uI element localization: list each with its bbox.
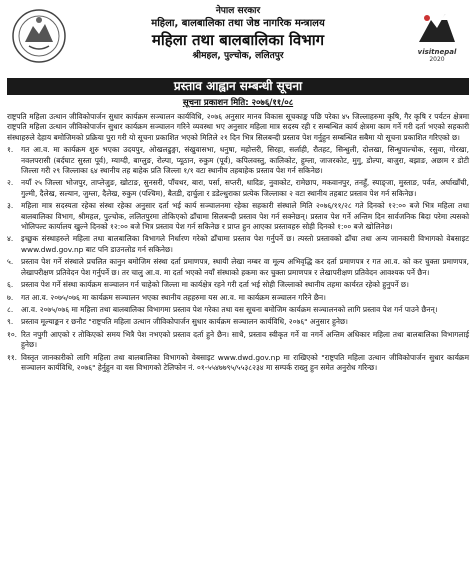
publication-date: सूचना प्रकाशन मिति: २०७६/११/०८	[182, 98, 294, 108]
mountain-icon	[417, 10, 457, 44]
notice-point	[7, 293, 469, 303]
point-text: प्रस्ताव पेश गर्ने संस्था कार्यक्रम सञ्चालन गर्न चाहेको जिल्ला मा कार्यक्षेत्र रहने गरी दर्ता भई सोही जिल्लाको स्थानीय तहमा कार्यरत रहेको हुनुपर्ने छ।	[21, 280, 409, 290]
notice-point	[7, 317, 469, 327]
point-text: प्रस्ताव पेश गर्ने संस्थाले प्रचलित कानुन बमोजिम संस्था दर्ता प्रमाणपत्र, स्थायी लेखा नम्बर वा मूल्य अभिवृद्धि कर दर्ता प्रमाणपत्र र गत आ.व. को कर चुक्ता प्रमाणपत्र, लेखापरीक्षण प्रतिवेदन पेश गर्नुपर्ने छ। तर चालु आ.व. मा दर्ता भएको नयाँ संस्थाको हकमा कर चुक्ता प्रमाणपत्र र लेखापरीक्षण प्रतिवेदन आवश्यक पर्ने छैन।	[21, 257, 469, 277]
point-text: महिला मात्र सदस्यता रहेका संस्था रहेका अनुसार दर्ता भई कार्य सञ्चालनमा रहेका सहकारी संस्थाले मिति २०७६/११/२८ गते दिनको १२:०० बजे भित्र महिला तथा बालबालिका विभाग, श्रीमहल, पुल्चोक, ललितपुरमा तोकिएको ढाँचामा सिलबन्दी प्रस्ताव पेश गर्न सक्नेछन्। प्रस्ताव पेश गर्ने अन्तिम दिन सार्वजनिक बिदा परेमा त्यसको भोलिपल्ट कार्यालय खुल्ने दिनको १२:०० बजे भित्र प्रस्ताव पेश गर्न सकिनेछ र प्राप्त हुन आएका प्रस्तावहरु सोही दिनको १:०० बजे खोलिनेछ।	[21, 201, 469, 232]
department-address: श्रीमहल, पुल्चोक, ललितपुर	[192, 51, 284, 61]
point-text: प्रस्ताव मूल्याङ्कन र छनौट "राष्ट्रपति महिला उत्थान जीविकोपार्जन सुधार कार्यक्रम सञ्चालन कार्यविधि, २०७६" अनुसार हुनेछ।	[21, 317, 348, 327]
notice-point	[7, 234, 469, 255]
point-number: ११.	[7, 352, 18, 362]
point-text: गत आ.व. २०७५/०७६ मा कार्यक्रम सञ्चालन भएका स्थानीय तहहरुमा यस आ.व. मा कार्यक्रम सञ्चालन गरिने छैन।	[21, 292, 326, 302]
notice-point	[7, 257, 469, 278]
nepal-emblem-icon	[11, 8, 67, 64]
point-number: ९.	[7, 317, 14, 327]
point-number: १०.	[7, 329, 18, 339]
point-number: ४.	[7, 234, 14, 244]
point-text: रित नपुगी आएको र तोकिएको समय भित्रै पेश नभएको प्रस्ताव दर्ता हुने छैन। साथै, प्रस्ताव स्वीकृत गर्ने वा नगर्ने अन्तिम अधिकार महिला तथा बालबालिका विभागलाई हुनेछ।	[21, 329, 469, 350]
point-text: विस्तृत जानकारीको लागि महिला तथा बालबालिका विभागको वेबसाइट www.dwd.gov.np मा राखिएको "राष्ट्रपति महिला उत्थान जीविकोपार्जन सुधार कार्यक्रम सञ्चालन कार्यविधि, २०७६" हेर्नुहुन वा यस विभागको टेलिफोन नं. ०१-५५४७७९५/५५३८२३४ मा सम्पर्क राख्नु हुन समेत अनुरोध गरिन्छ।	[21, 352, 469, 372]
point-number: ८.	[7, 304, 14, 314]
point-text: गत आ.व. मा कार्यक्रम शुरु भएका उदयपुर, ओखलढुङ्गा, संखुवासभा, धनुषा, महोत्तरी, सिरहा, सर्लाही, रौतहट, सिन्धुली, दोलखा, सिन्धुपाल्चोक, रसुवा, गोरखा, नवलपरासी (बर्दघाट सुस्ता पूर्व), म्याग्दी, बाग्लुङ, रोल्पा, प्यूठान, रुकुम (पूर्व), कपिलवस्तु, कालिकोट, हुम्ला, जाजरकोट, मुगु, डोल्पा, बाजुरा, बझाङ, अछाम र डोटी जिल्ला गरी २९ जिल्लाका ६४ स्थानीय तह बाहेक प्रति जिल्ला १/१ वटा स्थानीय तहबाहेक प्रस्ताव पेश गर्न सकिनेछ।	[21, 145, 469, 176]
header	[5, 6, 471, 78]
notice-point	[7, 178, 469, 199]
notice-point	[7, 201, 469, 232]
point-number: ६.	[7, 280, 14, 290]
visit-nepal-text: visitnepal	[417, 48, 457, 56]
point-text: नयाँ २५ जिल्ला भोजपुर, ताप्लेजुङ, खोटाङ, सुनसरी, पाँचथर, बारा, पर्सा, सप्तरी, धादिङ, नुवाकोट, रामेछाप, मकवानपुर, तनहुँ, स्याङ्जा, मुस्ताङ, पर्वत, अर्घाखाँची, गुल्मी, दैलेख, सल्यान, जुम्ला, दैलेख, रुकुम (पश्चिम), बैतडी, दार्चुला र डडेल्धुराका प्रत्येक जिल्लाका २ वटा स्थानीय तहबाट प्रस्ताव पेश गर्न सकिनेछ।	[21, 178, 469, 198]
notice-point	[7, 353, 469, 374]
notice-point	[7, 330, 469, 351]
notice-point	[7, 280, 469, 290]
point-number: ३.	[7, 201, 14, 211]
department-name: महिला तथा बालबालिका विभाग	[151, 31, 325, 49]
point-text: आ.व. २०७५/०७६ मा महिला तथा बालबालिका विभागमा प्रस्ताव पेश गरेका तथा यस सूचना बमोजिम कार्यक्रम सञ्चालनको लागि प्रस्ताव पेश गर्न पाउने छैनन्।	[21, 304, 438, 314]
intro-paragraph: राष्ट्रपति महिला उत्थान जीविकोपार्जन सुधार कार्यक्रम सञ्चालन कार्यविधि, २०७६ अनुसार मानव विकास सूचकाङ्क पछि परेका ४५ जिल्लाहरुमा कृषि, गैर कृषि र पर्यटन क्षेत्रमा राष्ट्रपति महिला उत्थान जीविकोपार्जन सुधार कार्यक्रम सञ्चालन गरिने व्यवस्था भए अनुसार महिला मात्र सदस्य रही र सम्बन्धित कार्य क्षेत्रमा काम गर्ने गरी दर्ता भएको सहकारी संस्थाहरुले देहाय बमोजिमको प्रक्रिया पुरा गरी यो सूचना प्रकाशित भएको मितिले २१ दिन भित्र सिलबन्दी प्रस्ताव पेश गर्नुहुन सम्बन्धित सबैमा यो सूचना प्रकाशित गरिएको छ।	[7, 112, 469, 142]
visit-nepal-year: 2020	[429, 56, 445, 63]
point-number: ५.	[7, 257, 14, 267]
government-name: नेपाल सरकार	[215, 6, 261, 16]
notice-point	[7, 145, 469, 176]
point-number: १.	[7, 145, 14, 155]
visit-nepal-logo	[407, 10, 467, 66]
notice-point	[7, 305, 469, 315]
notice-points	[5, 145, 471, 373]
ministry-name: महिला, बालबालिका तथा जेष्ठ नागरिक मन्त्रालय	[151, 18, 325, 29]
point-text: इच्छुक संस्थाहरुले महिला तथा बालबालिका विभागले निर्धारण गरेको ढाँचामा प्रस्ताव पेश गर्नुपर्ने छ। त्यस्तो प्रस्तावको ढाँचा तथा अन्य जानकारी विभागको वेबसाइट www.dwd.gov.np बाट पनि डाउनलोड गर्न सकिनेछ।	[21, 234, 469, 254]
point-number: २.	[7, 178, 14, 188]
point-number: ७.	[7, 292, 14, 302]
notice-title: प्रस्ताव आह्वान सम्बन्धी सूचना	[7, 78, 469, 95]
